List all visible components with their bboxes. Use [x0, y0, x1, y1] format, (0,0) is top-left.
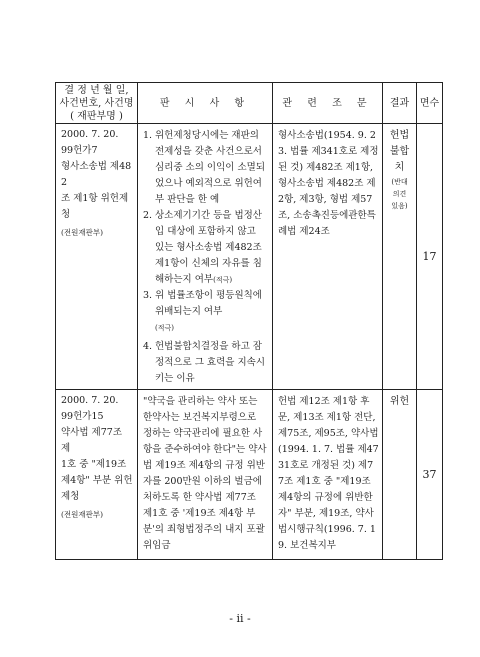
decision-date: 2000. 7. 20. [61, 395, 119, 406]
holding-number: 2. [143, 210, 153, 221]
holding-item [143, 208, 268, 288]
court-name: (전원재판부) [61, 228, 104, 237]
case-name-line: 약사법 제77조 제 [61, 427, 122, 454]
header-holdings: 판 시 사 항 [138, 83, 273, 124]
holding-item [143, 288, 268, 336]
result-text: 치 [394, 162, 405, 173]
case-info-cell [56, 390, 138, 560]
holdings-cell [138, 124, 273, 390]
result-note: 의견 [392, 190, 407, 198]
case-name-line: 제4항" 부분 위헌 [61, 475, 133, 486]
decision-table [55, 82, 443, 560]
holding-text: 위 법률조항이 평등원칙에 위배되는지 여부 [155, 290, 262, 317]
holding-number: 3. [143, 290, 153, 301]
result-text: 위헌 [389, 396, 410, 407]
holding-note: (적극) [155, 324, 174, 332]
case-name-line: 조 제1항 위헌제 [61, 193, 129, 204]
result-note: (반대 [391, 178, 408, 186]
result-text: 불합 [389, 146, 410, 157]
case-name-line: 1호 중 "제19조 [61, 459, 127, 470]
articles-cell [273, 390, 383, 560]
holding-item [143, 339, 268, 387]
holdings-cell [138, 390, 273, 560]
page-number: 37 [417, 390, 443, 560]
articles-cell [273, 124, 383, 390]
decision-date: 2000. 7. 20. [61, 129, 119, 140]
header-case-info [56, 83, 138, 124]
holding-text: "약국을 관리하는 약사 또는 한약사는 보건복지부령으로 정하는 약국관리에 필요한 사항을 준수하여야 한다"는 약사법 제19조 제4항의 규정 위반자를 200만원 이하의 벌금에 처하도록 한 약사법 제77조 제1호 중 '제19조 제4항 부분'의 죄형법정주의 내지 포괄위임금 [143, 396, 267, 551]
table-header-row [56, 83, 443, 124]
header-case-line: 사건번호, 사건명 [59, 97, 134, 109]
case-number: 99헌가7 [61, 145, 98, 156]
page-number: 17 [417, 124, 443, 390]
holding-item [143, 128, 268, 208]
result-note: 있음) [391, 202, 408, 210]
holding-text: 위헌제청당시에는 재판의 전제성을 갖춘 사건으로서 심리중 소의 이익이 소멸되었으나 예외적으로 위헌여부 판단을 한 예 [155, 130, 266, 205]
header-result: 결과 [383, 83, 417, 124]
court-name: (전원재판부) [61, 510, 104, 519]
case-info-cell [56, 124, 138, 390]
header-case-line: ( 재판부명 ) [70, 110, 123, 122]
result-cell [383, 124, 417, 390]
table-row [56, 124, 443, 390]
holding-text: 상소제기기간 등을 법정산입 대상에 포함하지 않고 있는 형사소송법 제482조 제1항이 신체의 자유를 침해하는지 여부 [155, 210, 262, 285]
result-cell [383, 390, 417, 560]
case-name-line: 청 [61, 209, 71, 220]
holding-number: 4. [143, 341, 153, 352]
holding-note: (적극) [213, 276, 233, 284]
header-case-line: 결 정 년 월 일, [64, 84, 129, 96]
case-name-line: 형사소송법 제482 [61, 161, 132, 188]
table-row [56, 390, 443, 560]
holding-number: 1. [143, 130, 153, 141]
articles-text: 형사소송법(1954. 9. 23. 법률 제341호로 제정된 것) 제482조 제1항, 형사소송법 제482조 제2항, 제3항, 형법 제57조, 소송촉진등에관한특례법 제24조 [278, 130, 379, 237]
case-name-line: 제청 [61, 491, 80, 502]
holding-text: 헌법불합치결정을 하고 잠정적으로 그 효력을 지속시키는 이유 [155, 341, 266, 384]
header-articles: 관 련 조 문 [273, 83, 383, 124]
result-text: 헌법 [389, 130, 410, 141]
page-footer: - ii - [229, 612, 251, 625]
case-number: 99헌가15 [61, 411, 104, 422]
articles-text: 헌법 제12조 제1항 후문, 제13조 제1항 전단, 제75조, 제95조, 약사법(1994. 1. 7. 법률 제4731호로 개정된 것) 제77조 제1호 중 "제19조 제4항의 규정에 위반한 자" 부분, 제19조, 약사법시행규칙(1996. 7. 19. 보건복지부 [278, 396, 379, 551]
header-page: 면수 [417, 83, 443, 124]
